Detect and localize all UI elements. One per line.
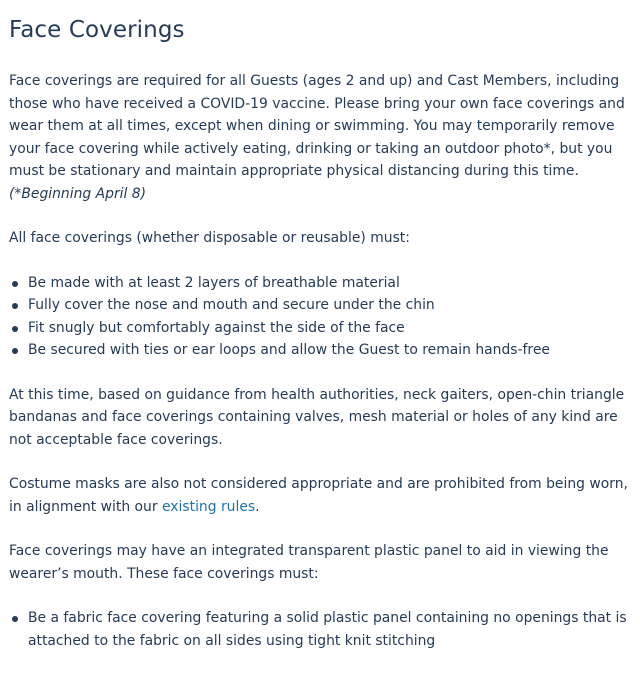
requirements-text: Face coverings are required for all Guests (ages 2 and up) and Cast Members, including those who have received a COVID-19 vaccine. Please bring your own face coverings and wear them at all times, except when dining or swimming. You may temporarily remove your face covering while actively eating, drinking or taking an outdoor photo*, but you must be stationary and maintain appropriate physical distancing during this time. (9, 73, 625, 179)
costume-masks-text: Costume masks are also not considered appropriate and are prohibited from being worn, in alignment with our (9, 476, 628, 515)
costume-masks-end: . (255, 498, 260, 515)
paragraph-plastic-panel: Face coverings may have an integrated transparent plastic panel to aid in viewing the wearer’s mouth. These face coverings must: (9, 543, 609, 582)
article-body (9, 70, 637, 674)
paragraph-requirements (9, 70, 637, 205)
requirements-list (9, 272, 637, 362)
beginning-note: (*Beginning April 8) (9, 185, 147, 202)
existing-rules-link[interactable]: existing rules (162, 498, 256, 515)
list-item: Be a fabric face covering featuring a solid plastic panel containing no openings that is attached to the fabric on all sides using tight knit stitching (9, 607, 637, 652)
list-item: Be made with at least 2 layers of breathable material (9, 272, 637, 295)
list-item: Fully cover the nose and mouth and secure under the chin (9, 294, 637, 317)
page-title: Face Coverings (9, 17, 185, 43)
paragraph-must-intro: All face coverings (whether disposable or reusable) must: (9, 230, 410, 246)
paragraph-costume-masks (9, 473, 637, 518)
paragraph-not-acceptable: At this time, based on guidance from health authorities, neck gaiters, open-chin triangle bandanas and face coverings containing valves, mesh material or holes of any kind are not acceptable face coverings. (9, 386, 625, 448)
plastic-panel-list (9, 607, 637, 652)
list-item: Fit snugly but comfortably against the side of the face (9, 317, 637, 340)
list-item: Be secured with ties or ear loops and allow the Guest to remain hands-free (9, 339, 637, 362)
